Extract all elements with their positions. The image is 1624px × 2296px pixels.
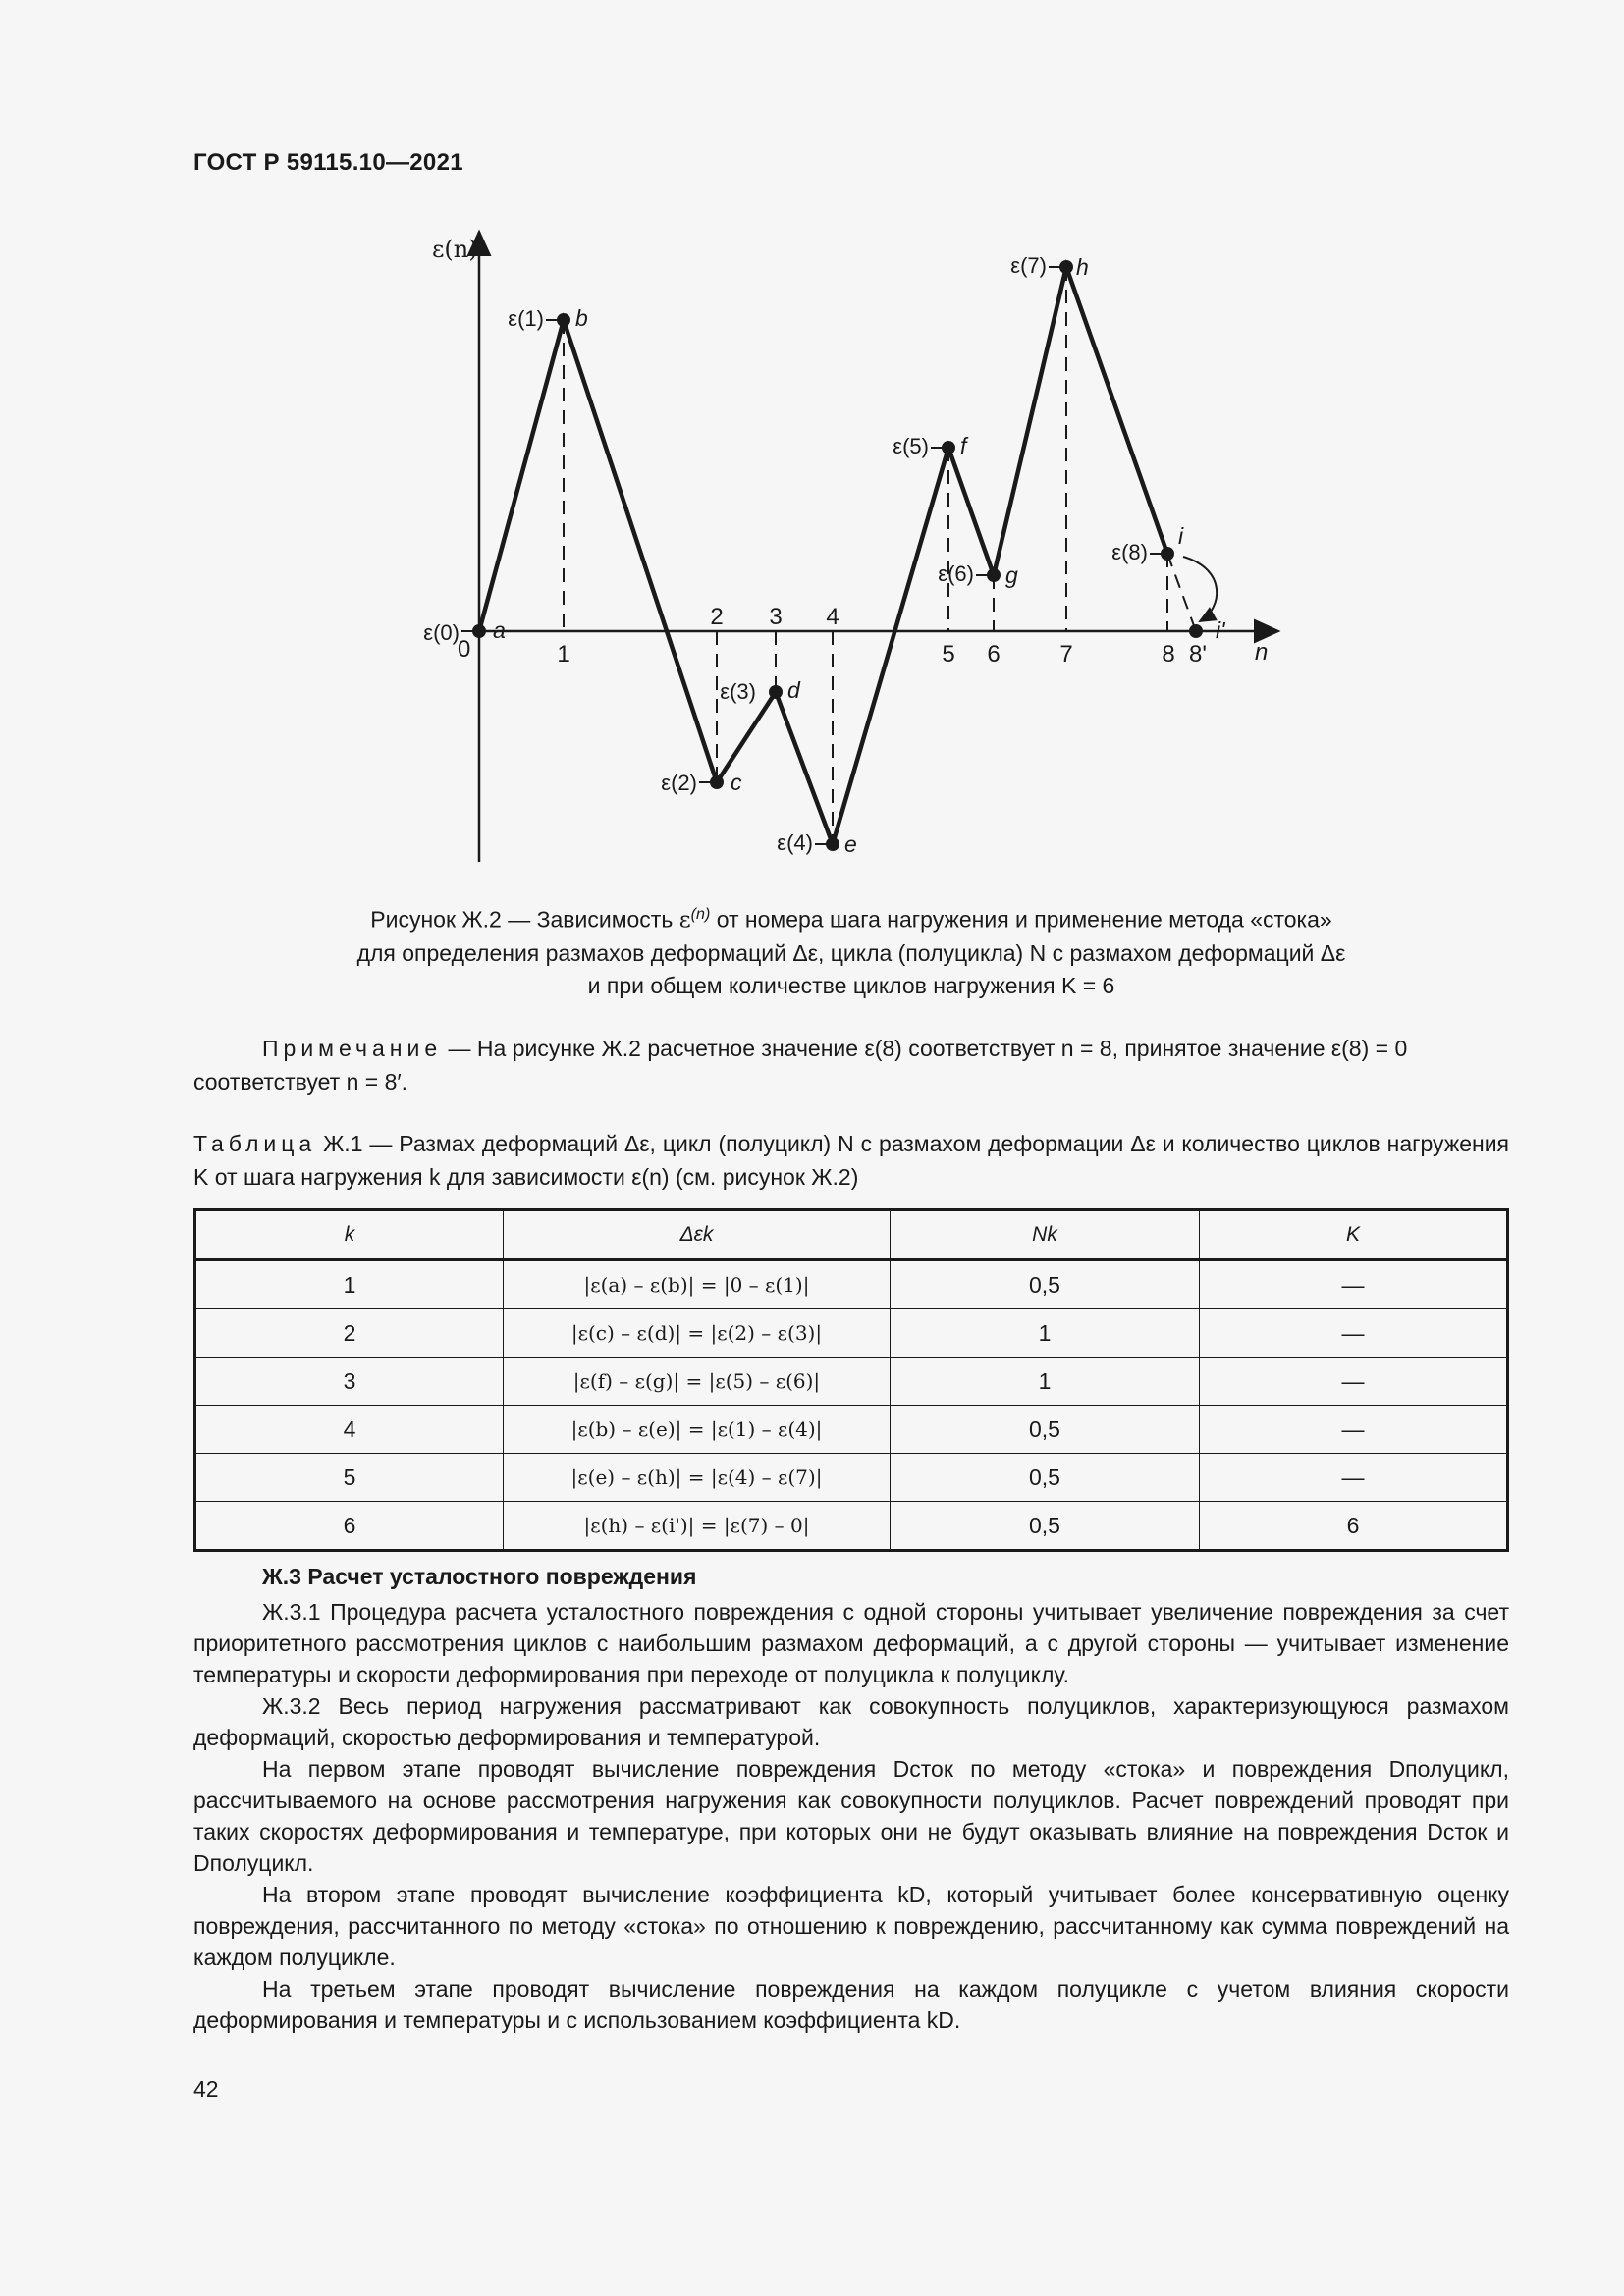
table-cell: |ε(a) – ε(b)| = |0 – ε(1)| xyxy=(504,1260,891,1309)
label-e: e xyxy=(844,831,857,857)
x-axis-label: n xyxy=(1255,639,1269,666)
table-cell: 0,5 xyxy=(891,1454,1200,1502)
table-cell: 1 xyxy=(891,1358,1200,1406)
label-c: c xyxy=(731,770,742,795)
tick-7: 7 xyxy=(1059,641,1073,667)
eps-7: ε(7) xyxy=(1010,253,1047,278)
y-axis-label: ε(n) xyxy=(432,236,478,263)
step-guides xyxy=(564,267,1196,844)
table-row xyxy=(195,1502,1508,1551)
table-row xyxy=(195,1454,1508,1502)
table-cell: 0,5 xyxy=(891,1260,1200,1309)
tick-8-prime: 8' xyxy=(1189,641,1207,667)
eps-8: ε(8) xyxy=(1111,540,1148,564)
table-cell: 1 xyxy=(195,1260,504,1309)
note-label: Примечание xyxy=(262,1036,443,1061)
section-title: Ж.3 Расчет усталостного повреждения xyxy=(262,1564,697,1589)
label-a: a xyxy=(493,617,506,643)
col-header-delta-eps: Δεk xyxy=(504,1210,891,1260)
paragraph-3: На первом этапе проводят вычисление повреждения Dсток по методу «стока» и повреждения Dполуцикл, рассчитываемого на основе рассмотрения нагружения как совокупности полуциклов. Расчет повреждений проводят при таких скоростях деформирования и температуре, при которых они не будут оказывать влияние на повреждения Dсток и Dполуцикл. xyxy=(193,1756,1509,1876)
table-cell: 2 xyxy=(195,1309,504,1358)
label-h: h xyxy=(1076,254,1089,280)
table-cell: 6 xyxy=(195,1502,504,1551)
origin-label: 0 xyxy=(458,636,471,663)
tick-1: 1 xyxy=(557,641,570,667)
table-cell: |ε(c) – ε(d)| = |ε(2) – ε(3)| xyxy=(504,1309,891,1358)
label-d: d xyxy=(787,677,800,703)
eps-0: ε(0) xyxy=(423,620,460,645)
tick-5: 5 xyxy=(942,641,955,667)
eps-2: ε(2) xyxy=(661,771,697,795)
table-cell: 3 xyxy=(195,1358,504,1406)
table-row xyxy=(195,1309,1508,1358)
paragraph-4: На втором этапе проводят вычисление коэффициента kD, который учитывает более консервативную оценку повреждения, рассчитанного по методу «стока» по отношению к повреждению, рассчитанному как сумма повреждений на каждом полуцикле. xyxy=(193,1882,1509,1970)
point-d xyxy=(769,685,783,699)
table-cell: 6 xyxy=(1200,1502,1508,1551)
table-row xyxy=(195,1406,1508,1454)
paragraph-1: Ж.3.1 Процедура расчета усталостного повреждения с одной стороны учитывает увеличение повреждения за счет приоритетного рассмотрения циклов с наибольшим размахом деформаций, а с другой стороны — учитывает изменение температуры и скорости деформирования при переходе от полуцикла к полуциклу. xyxy=(193,1599,1509,1687)
page-number: 42 xyxy=(193,2076,219,2102)
table-cell: — xyxy=(1200,1309,1508,1358)
table-cell: |ε(b) – ε(e)| = |ε(1) – ε(4)| xyxy=(504,1406,891,1454)
table-cell: 4 xyxy=(195,1406,504,1454)
table-cell: — xyxy=(1200,1260,1508,1309)
table-cell: — xyxy=(1200,1358,1508,1406)
label-g: g xyxy=(1005,562,1018,588)
paragraph-2: Ж.3.2 Весь период нагружения рассматривают как совокупность полуциклов, характеризующуюся размахом деформаций, скоростью деформирования и температурой. xyxy=(193,1693,1509,1750)
label-b: b xyxy=(575,305,588,331)
figure-caption: Рисунок Ж.2 — Зависимость $\varepsilon^{(n)}$ от номера шага нагружения и применение метода «стока» для определения размахов деформаций Δε, цикла (полуцикла) N с размахом деформаций Δε и при общем количестве циклов нагружения K = 6 xyxy=(356,905,1346,998)
table-caption-text: Ж.1 — Размах деформаций Δε, цикл (полуцикл) N с размахом деформации Δε и количество циклов нагружения K от шага нагружения k для зависимости ε(n) (см. рисунок Ж.2) xyxy=(193,1131,1509,1190)
eps-3: ε(3) xyxy=(720,679,756,704)
col-header-k: k xyxy=(195,1210,504,1260)
tick-6: 6 xyxy=(987,641,1001,667)
paragraph-5: На третьем этапе проводят вычисление повреждения на каждом полуцикле с учетом влияния скорости деформирования и температуры и с использованием коэффициента kD. xyxy=(193,1976,1509,2033)
table-caption-label: Таблица xyxy=(193,1131,317,1156)
table-cell: |ε(e) – ε(h)| = |ε(4) – ε(7)| xyxy=(504,1454,891,1502)
col-header-K: K xyxy=(1200,1210,1508,1260)
strain-history-line xyxy=(479,267,1167,844)
table-cell: 0,5 xyxy=(891,1406,1200,1454)
table-row xyxy=(195,1260,1508,1309)
table-row xyxy=(195,1358,1508,1406)
label-f: f xyxy=(960,433,967,458)
tick-3: 3 xyxy=(769,604,783,630)
table-cell: 0,5 xyxy=(891,1502,1200,1551)
table-cell: |ε(f) – ε(g)| = |ε(5) – ε(6)| xyxy=(504,1358,891,1406)
table-cell: 1 xyxy=(891,1309,1200,1358)
strain-history-figure xyxy=(0,0,1624,883)
tick-4: 4 xyxy=(826,604,839,630)
eps-6: ε(6) xyxy=(938,561,974,586)
table-cell: 5 xyxy=(195,1454,504,1502)
table-cell: — xyxy=(1200,1454,1508,1502)
tick-8: 8 xyxy=(1162,641,1175,667)
table-cell: — xyxy=(1200,1406,1508,1454)
eps-1: ε(1) xyxy=(508,306,544,331)
note-text: — На рисунке Ж.2 расчетное значение ε(8) соответствует n = 8, принятое значение ε(8) = 0 соответствует n = 8′. xyxy=(193,1036,1408,1095)
strain-range-table xyxy=(193,1208,1509,1552)
table-caption xyxy=(193,1127,1509,1194)
document-header: ГОСТ Р 59115.10—2021 xyxy=(193,149,463,176)
label-i-prime: i' xyxy=(1216,617,1225,643)
figure-note xyxy=(193,1032,1509,1098)
table-header-row xyxy=(195,1210,1508,1260)
table-cell: |ε(h) – ε(i')| = |ε(7) – 0| xyxy=(504,1502,891,1551)
section-body xyxy=(193,1561,1509,2036)
eps-4: ε(4) xyxy=(777,830,813,855)
drain-arrow xyxy=(1183,557,1217,621)
label-i: i xyxy=(1178,523,1184,549)
col-header-nk: Nk xyxy=(891,1210,1200,1260)
eps-5: ε(5) xyxy=(893,434,929,458)
tick-2: 2 xyxy=(710,604,724,630)
